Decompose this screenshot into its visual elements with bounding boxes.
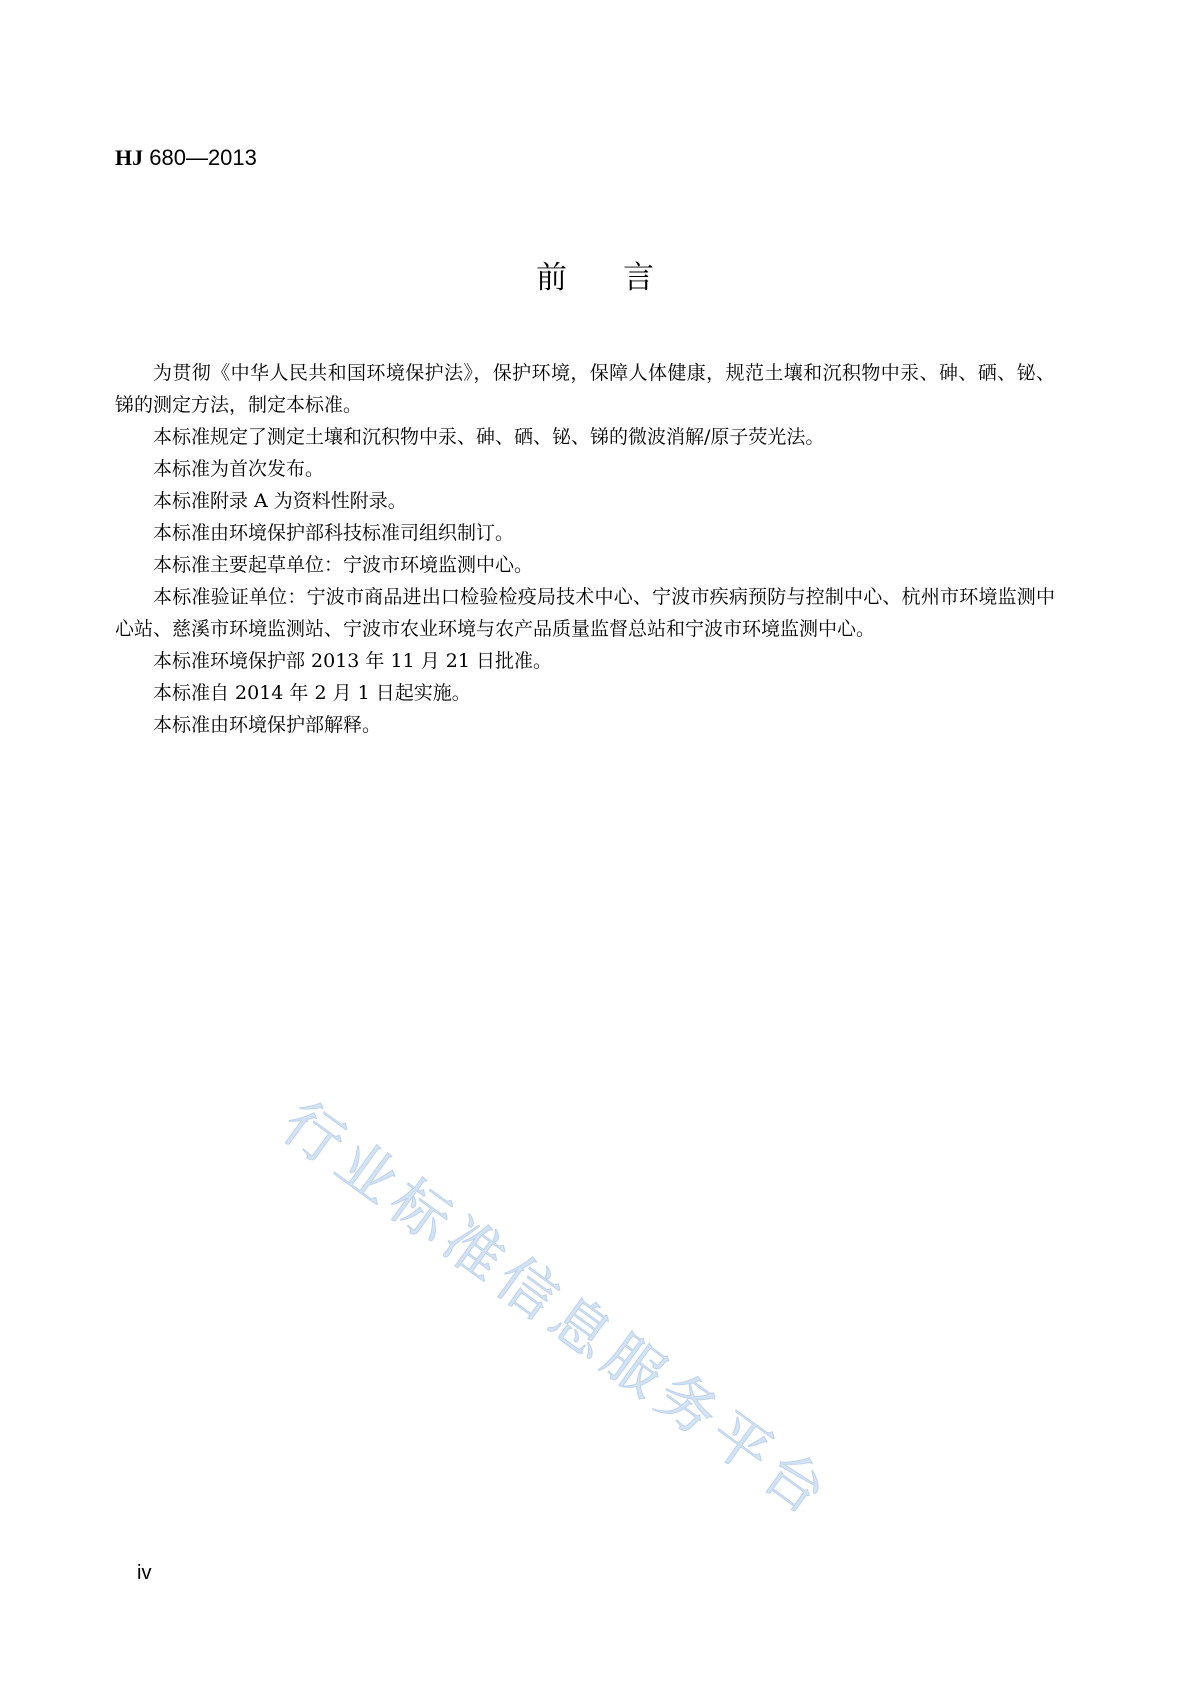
page-number: iv xyxy=(137,1562,152,1584)
paragraph-effective-date: 本标准自 2014 年 2 月 1 日起实施。 xyxy=(153,682,471,704)
paragraph-verification-units: 本标准验证单位：宁波市商品进出口检验检疫局技术中心、宁波市疾病预防与控制中心、杭州市环境监测中心站、慈溪市环境监测站、宁波市农业环境与农产品质量监督总站和宁波市环境监测中心。 xyxy=(115,586,1055,640)
paragraph-drafting-unit: 本标准主要起草单位：宁波市环境监测中心。 xyxy=(153,554,534,576)
paragraph-interpretation: 本标准由环境保护部解释。 xyxy=(153,714,382,736)
standard-code xyxy=(115,143,257,174)
page-title: 前言 xyxy=(536,260,710,296)
paragraph-purpose: 为贯彻《中华人民共和国环境保护法》，保护环境，保障人体健康，规范土壤和沉积物中汞、砷、硒、铋、锑的测定方法，制定本标准。 xyxy=(115,362,1055,416)
standard-prefix: HJ xyxy=(115,145,144,170)
paragraph-organizer: 本标准由环境保护部科技标准司组织制订。 xyxy=(153,522,515,544)
standard-number: 680—2013 xyxy=(143,145,257,170)
paragraph-appendix: 本标准附录 A 为资料性附录。 xyxy=(153,490,407,512)
watermark: 行业标准信息服务平台 xyxy=(270,1088,845,1532)
foreword-body xyxy=(115,357,1055,741)
paragraph-scope: 本标准规定了测定土壤和沉积物中汞、砷、硒、铋、锑的微波消解/原子荧光法。 xyxy=(153,426,825,448)
paragraph-approval-date: 本标准环境保护部 2013 年 11 月 21 日批准。 xyxy=(153,650,552,672)
paragraph-first-release: 本标准为首次发布。 xyxy=(153,458,325,480)
